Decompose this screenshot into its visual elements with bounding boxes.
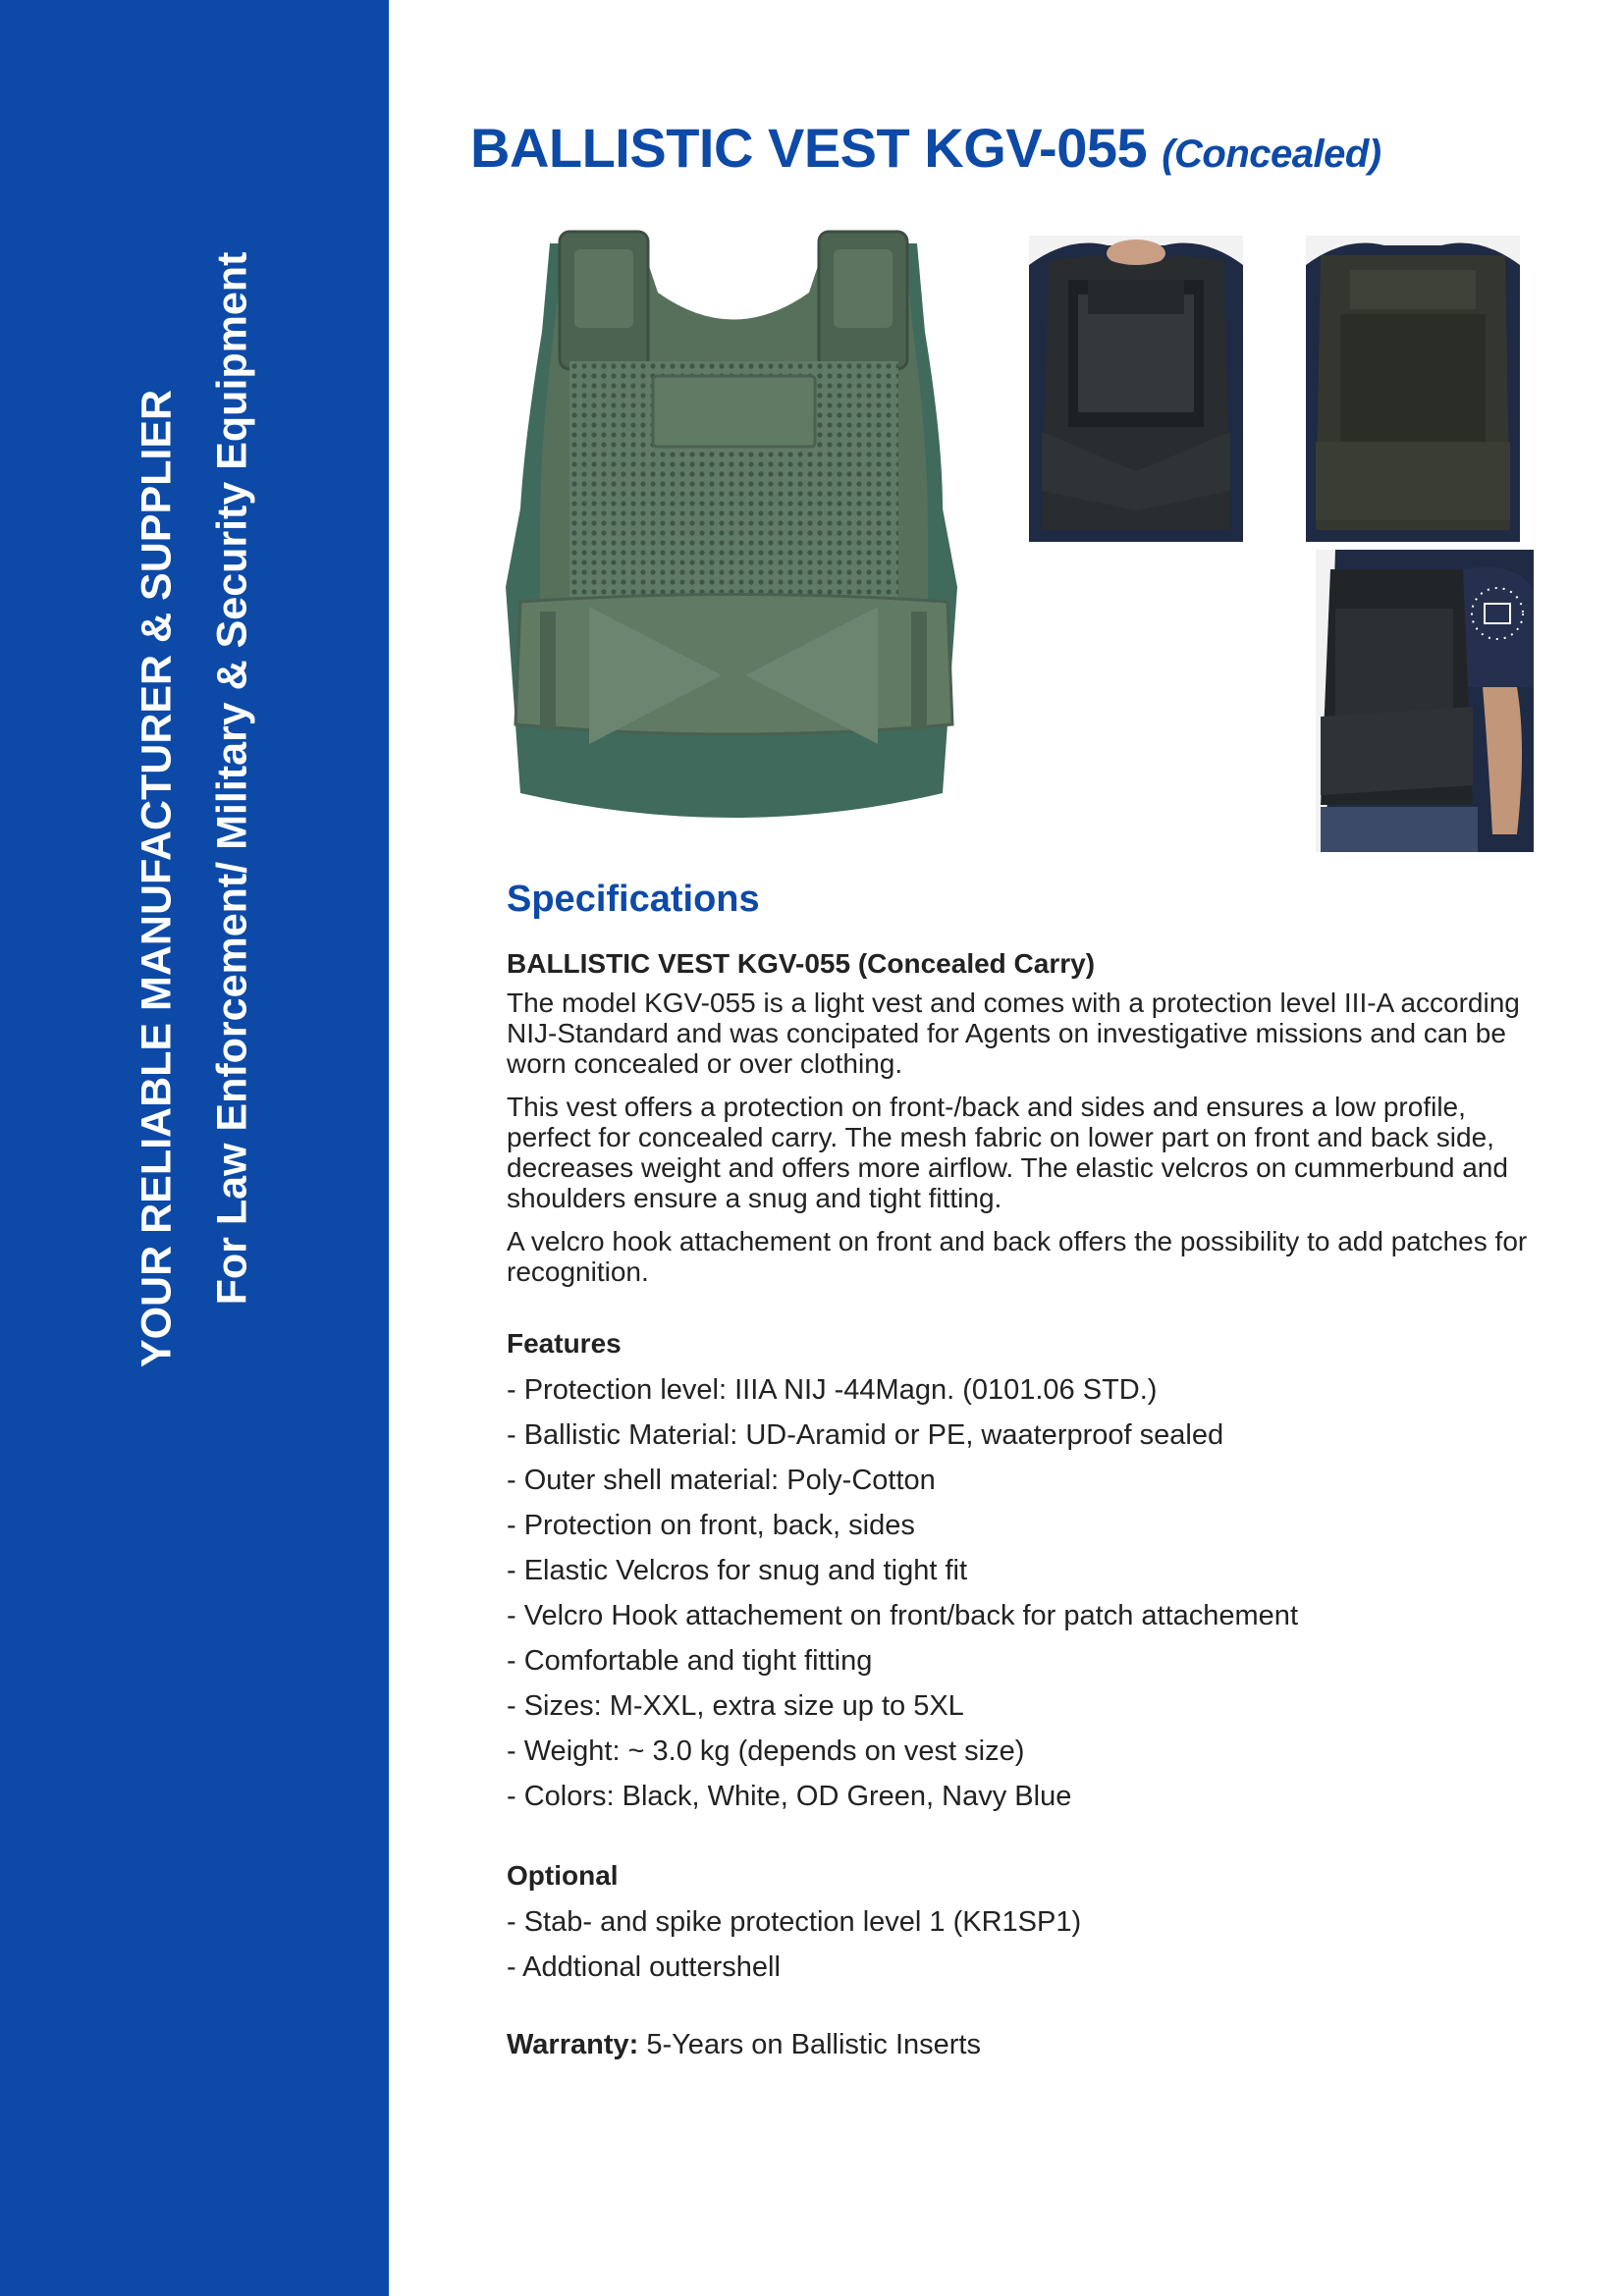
- optional-item: - Addtional outtershell: [507, 1951, 781, 1983]
- product-image-main: [481, 214, 986, 842]
- product-image-back-worn: [1306, 236, 1520, 542]
- feature-item: - Ballistic Material: UD-Aramid or PE, waaterproof sealed: [507, 1419, 1224, 1451]
- title-subtitle: (Concealed): [1162, 133, 1381, 176]
- specifications-subheading: BALLISTIC VEST KGV-055 (Concealed Carry): [507, 948, 1096, 979]
- features-heading: Features: [507, 1328, 622, 1359]
- specifications-paragraph: The model KGV-055 is a light vest and comes with a protection level III-A according NIJ-Standard and was concipated for Agents on investigative missions and can be worn concealed or over clothing.: [507, 988, 1520, 1079]
- green-vest-illustration: [481, 214, 986, 842]
- feature-item: - Protection on front, back, sides: [507, 1510, 915, 1541]
- black-vest-front-illustration: [1029, 236, 1243, 542]
- optional-item: - Stab- and spike protection level 1 (KR1SP1): [507, 1906, 1082, 1938]
- specifications-heading: Specifications: [507, 879, 760, 920]
- title-main: BALLISTIC VEST KGV-055: [470, 117, 1148, 179]
- optional-heading: Optional: [507, 1860, 619, 1891]
- black-vest-side-illustration: [1316, 550, 1534, 852]
- features-list: [507, 1367, 1547, 1819]
- product-image-side-worn: [1316, 550, 1534, 852]
- sidebar-banner: [0, 0, 389, 2296]
- sidebar-subtagline: For Law Enforcement/ Military & Security Equipment: [208, 251, 256, 1306]
- warranty-value: 5-Years on Ballistic Inserts: [646, 2029, 981, 2060]
- product-image-front-worn: [1029, 236, 1243, 542]
- warranty-line: [507, 2029, 1547, 2061]
- feature-item: - Weight: ~ 3.0 kg (depends on vest size): [507, 1735, 1025, 1767]
- optional-list: [507, 1899, 1547, 1990]
- sidebar-tagline: YOUR RELIABLE MANUFACTURER & SUPPLIER: [133, 389, 181, 1368]
- warranty-label: Warranty:: [507, 2029, 639, 2060]
- feature-item: - Sizes: M-XXL, extra size up to 5XL: [507, 1690, 964, 1722]
- feature-item: - Velcro Hook attachement on front/back for patch attachement: [507, 1600, 1298, 1631]
- page-title: [470, 116, 1381, 180]
- specifications-paragraph: A velcro hook attachement on front and back offers the possibility to add patches for recognition.: [507, 1226, 1528, 1287]
- feature-item: - Colors: Black, White, OD Green, Navy Blue: [507, 1781, 1072, 1812]
- feature-item: - Comfortable and tight fitting: [507, 1645, 873, 1677]
- feature-item: - Elastic Velcros for snug and tight fit: [507, 1555, 968, 1586]
- specifications-section: [507, 879, 1547, 2061]
- specifications-paragraph: This vest offers a protection on front-/back and sides and ensures a low profile, perfect for concealed carry. The mesh fabric on lower part on front and back side, decreases weight and offers more airflow. The elastic velcros on cummerbund and shoulders ensure a snug and tight fitting.: [507, 1092, 1508, 1213]
- feature-item: - Protection level: IIIA NIJ -44Magn. (0101.06 STD.): [507, 1374, 1158, 1406]
- feature-item: - Outer shell material: Poly-Cotton: [507, 1465, 936, 1496]
- black-vest-back-illustration: [1306, 236, 1520, 542]
